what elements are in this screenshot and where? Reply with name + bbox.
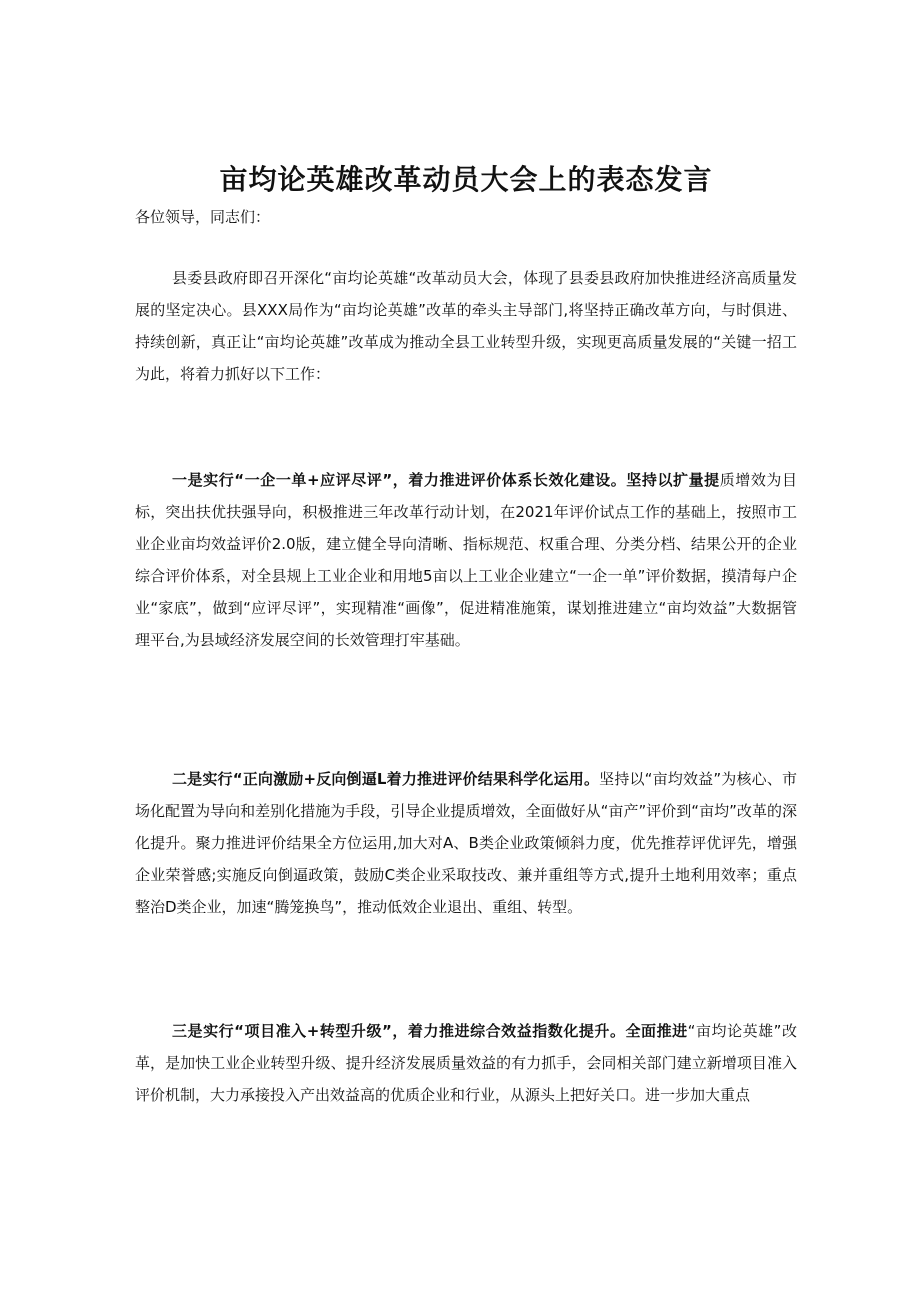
paragraph-section-3 bbox=[135, 1015, 797, 1111]
paragraph-section-2 bbox=[135, 763, 797, 923]
paragraph-body: 质增效为目标，突出扶优扶强导向，积极推进三年改革行动计划，在2021年评价试点工作的基础上，按照市工业企业亩均效益评价2.0版，建立健全导向清晰、指标规范、权重合理、分类分档、结果公开的企业综合评价体系，对全县规上工业企业和用地5亩以上工业企业建立“一企一单”评价数据，摸清每户企业“家底”，做到“应评尽评”，实现精准“画像”，促进精准施策，谋划推进建立“亩均效益”大数据管理平台,为县域经济发展空间的长效管理打牢基础。 bbox=[135, 471, 797, 649]
paragraph-body: 县委县政府即召开深化“亩均论英雄“改革动员大会，体现了县委县政府加快推进经济高质量发展的坚定决心。县XXX局作为“亩均论英雄”改革的牵头主导部门,将坚持正确改革方向，与时俱进、持续创新，真正让“亩均论英雄”改革成为推动全县工业转型升级，实现更高质量发展的“关键一招工为此，将着力抓好以下工作： bbox=[135, 269, 797, 383]
paragraph-lead: 二是实行“正向激励+反向倒逼L着力推进评价结果科学化运用。 bbox=[172, 770, 600, 788]
paragraph-intro bbox=[135, 262, 797, 390]
paragraph-body: 坚持以“亩均效益”为核心、市场化配置为导向和差别化措施为手段，引导企业提质增效，全面做好从“亩产”评价到“亩均”改革的深化提升。聚力推进评价结果全方位运用,加大对A、B类企业政策倾斜力度，优先推荐评优评先，增强企业荣誉感;实施反向倒逼政策，鼓励C类企业采取技改、兼并重组等方式,提升土地利用效率；重点整治D类企业，加速“腾笼换鸟”，推动低效企业退出、重组、转型。 bbox=[135, 770, 797, 916]
paragraph-lead: 三是实行“项目准入+转型升级”，着力推进综合效益指数化提升。全面推进 bbox=[172, 1022, 688, 1040]
paragraph-lead: 一是实行“一企一单+应评尽评”，着力推进评价体系长效化建设。坚持以扩量提 bbox=[172, 471, 720, 489]
paragraph-body: “亩均论英雄”改革，是加快工业企业转型升级、提升经济发展质量效益的有力抓手，会同相关部门建立新增项目准入评价机制，大力承接投入产出效益高的优质企业和行业，从源头上把好关口。进一步加大重点 bbox=[135, 1022, 797, 1104]
salutation: 各位领导，同志们： bbox=[135, 208, 271, 226]
paragraph-section-1 bbox=[135, 464, 797, 656]
document-title: 亩均论英雄改革动员大会上的表态发言 bbox=[219, 162, 713, 196]
